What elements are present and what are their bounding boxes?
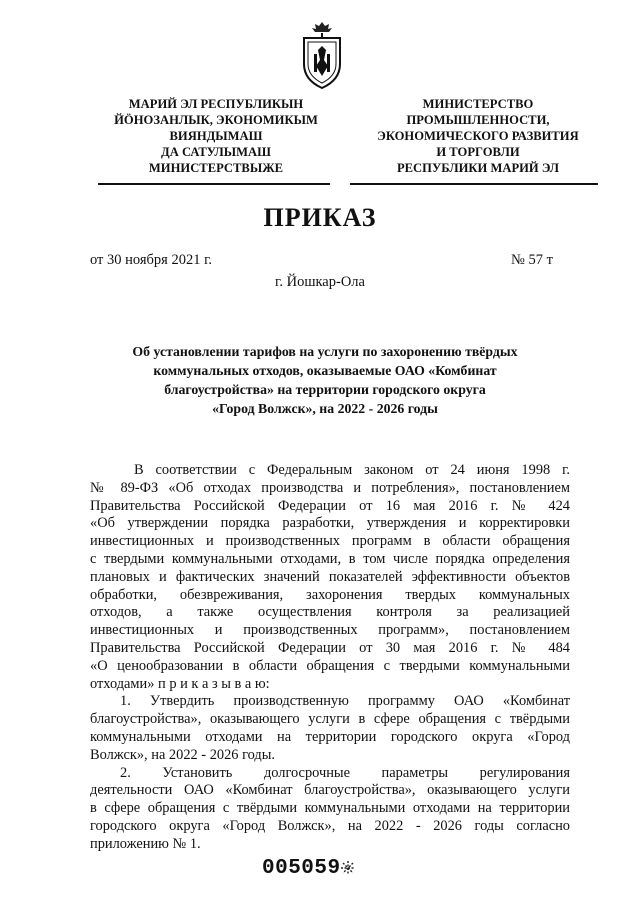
body-line: Правительства Российской Федерации от 30 мая 2016 г. № 484 — [90, 639, 570, 656]
header-right-line: ПРОМЫШЛЕННОСТИ, — [406, 113, 550, 127]
body-line: инвестиционных и производственных программ в области обращения — [90, 533, 570, 550]
body-line: В соответствии с Федеральным законом от 24 июня 1998 г. — [134, 462, 570, 478]
body-line: инвестиционных и производственных программ», постановлением — [90, 622, 570, 639]
asterisk-mark-icon — [340, 860, 356, 876]
body-line: отходов, а также осуществления контроля за реализацией — [90, 604, 570, 621]
subject-line: коммунальных отходов, оказываемые ОАО «Комбинат — [153, 363, 497, 378]
header-left-line: МИНИСТЕРСТВЫЖЕ — [148, 161, 284, 175]
order-city: г. Йошкар-Ола — [275, 274, 365, 290]
body-line: обработки, обезвреживания, захоронения твердых коммунальных — [90, 586, 570, 603]
header-right-line: ЭКОНОМИЧЕСКОГО РАЗВИТИЯ — [377, 129, 579, 143]
body-line: городского округа «Город Волжск», на 2022 - 2026 годы согласно — [90, 817, 570, 834]
body-line: «Об утверждении порядка разработки, утверждения и корректировки — [90, 515, 570, 532]
body-line: Правительства Российской Федерации от 16 мая 2016 г. № 424 — [90, 497, 570, 514]
body-line: отходами» п р и к а з ы в а ю: — [90, 675, 270, 692]
subject-line: благоустройства» на территории городского округа — [164, 382, 486, 397]
header-right-ministry-name — [340, 96, 616, 176]
subject-line: Об установлении тарифов на услуги по захоронению твёрдых — [132, 344, 518, 359]
body-line: благоустройства», оказывающего услуги в сфере обращения с твёрдыми — [90, 711, 570, 728]
coat-of-arms-icon — [294, 20, 350, 90]
document-title: ПРИКАЗ — [263, 203, 377, 232]
body-line: 1. Утвердить производственную программу ОАО «Комбинат — [120, 693, 570, 710]
header-right-line: И ТОРГОВЛИ — [436, 145, 520, 159]
order-subject — [100, 342, 550, 418]
header-divider-left — [98, 183, 330, 185]
body-line: № 89-ФЗ «Об отходах производства и потребления», постановлением — [90, 479, 570, 496]
header-left-line: ДА САТУЛЫМАШ — [161, 145, 271, 159]
header-left-line: ВИЯНДЫМАШ — [169, 129, 263, 143]
form-serial-number: 005059 — [262, 857, 341, 880]
header-right-line: РЕСПУБЛИКИ МАРИЙ ЭЛ — [396, 161, 560, 175]
body-line: приложению № 1. — [90, 835, 201, 852]
body-line: коммунальными отходами на территории городского округа «Город — [90, 728, 570, 745]
header-left-line: МАРИЙ ЭЛ РЕСПУБЛИКЫН — [128, 97, 304, 111]
header-divider-right — [350, 183, 598, 185]
order-date: от 30 ноября 2021 г. — [90, 252, 213, 268]
body-line: плановых и фактических значений показателей эффективности объектов — [90, 568, 570, 585]
body-line: в сфере обращения с твёрдыми коммунальными отходами на территории — [90, 800, 570, 817]
body-line: с твердыми коммунальными отходами, в том числе порядка определения — [90, 550, 570, 567]
header-left-ministry-name — [92, 96, 340, 176]
header-left-line: ЙӦНОЗАНЛЫК, ЭКОНОМИКЫМ — [114, 113, 318, 127]
order-number: № 57 т — [511, 252, 553, 268]
header-right-line: МИНИСТЕРСТВО — [422, 97, 534, 111]
body-line: «О ценообразовании в области обращения с твердыми коммунальными — [90, 657, 570, 674]
body-line: деятельности ОАО «Комбинат благоустройства», оказывающего услуги — [90, 782, 570, 799]
body-line: 2. Установить долгосрочные параметры регулирования — [120, 764, 570, 781]
order-body — [90, 462, 570, 854]
subject-line: «Город Волжск», на 2022 - 2026 годы — [212, 401, 438, 416]
body-line: Волжск», на 2022 - 2026 годы. — [90, 746, 275, 763]
